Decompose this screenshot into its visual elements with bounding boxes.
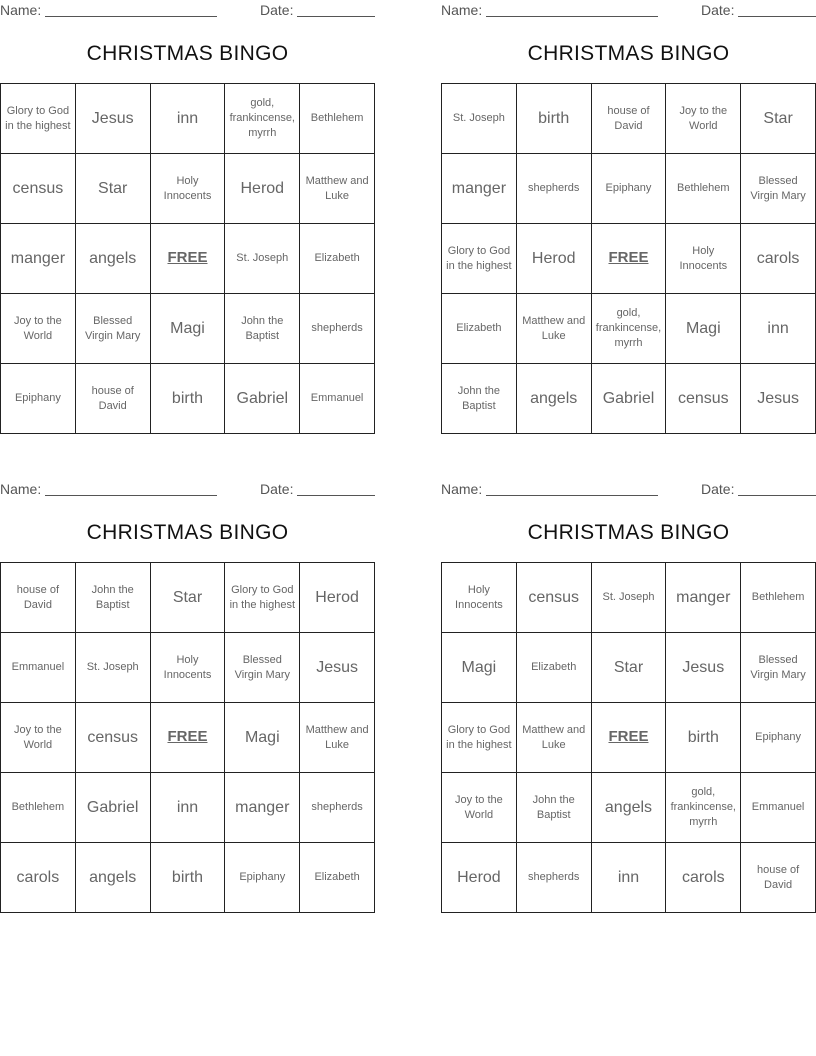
bingo-card-2	[441, 0, 816, 440]
bingo-cell: Emmanuel	[300, 364, 375, 434]
bingo-cell: Holy Innocents	[666, 224, 741, 294]
bingo-card-4	[441, 479, 816, 919]
date-label: Date:	[260, 2, 294, 18]
bingo-cell: shepherds	[300, 773, 375, 843]
bingo-cell: Jesus	[300, 633, 375, 703]
bingo-cell: St. Joseph	[592, 563, 667, 633]
bingo-cell: house of David	[76, 364, 151, 434]
bingo-cell: census	[76, 703, 151, 773]
bingo-cell: Holy Innocents	[151, 633, 226, 703]
bingo-cell: Joy to the World	[666, 84, 741, 154]
name-label: Name:	[441, 2, 483, 18]
bingo-cell: Joy to the World	[442, 773, 517, 843]
date-label: Date:	[701, 481, 735, 497]
bingo-cell: Bethlehem	[666, 154, 741, 224]
bingo-cell: birth	[151, 843, 226, 913]
bingo-grid	[0, 562, 375, 913]
bingo-cell: Jesus	[76, 84, 151, 154]
name-label: Name:	[0, 481, 42, 497]
name-blank-line	[486, 495, 658, 496]
bingo-cell: Epiphany	[225, 843, 300, 913]
bingo-cell: Gabriel	[592, 364, 667, 434]
bingo-cell: Magi	[442, 633, 517, 703]
bingo-cell: Star	[76, 154, 151, 224]
bingo-cell: carols	[1, 843, 76, 913]
bingo-cell: birth	[151, 364, 226, 434]
bingo-cell: Matthew and Luke	[517, 703, 592, 773]
date-blank-line	[297, 16, 375, 17]
free-space-cell: FREE	[592, 224, 667, 294]
bingo-cell: Joy to the World	[1, 703, 76, 773]
date-label: Date:	[260, 481, 294, 497]
bingo-cell: inn	[741, 294, 816, 364]
bingo-cell: house of David	[741, 843, 816, 913]
bingo-cell: St. Joseph	[76, 633, 151, 703]
bingo-cell: Glory to God in the highest	[442, 703, 517, 773]
date-label: Date:	[701, 2, 735, 18]
bingo-cell: Bethlehem	[741, 563, 816, 633]
card-header	[0, 0, 376, 22]
bingo-cell: inn	[151, 773, 226, 843]
bingo-cell: John the Baptist	[517, 773, 592, 843]
bingo-cell: shepherds	[517, 154, 592, 224]
bingo-grid	[441, 562, 816, 913]
name-label: Name:	[0, 2, 42, 18]
bingo-cell: John the Baptist	[76, 563, 151, 633]
bingo-cell: Elizabeth	[300, 843, 375, 913]
bingo-cell: Star	[741, 84, 816, 154]
date-blank-line	[297, 495, 375, 496]
bingo-cell: Matthew and Luke	[517, 294, 592, 364]
bingo-cell: Matthew and Luke	[300, 154, 375, 224]
bingo-cell: shepherds	[517, 843, 592, 913]
bingo-cell: census	[666, 364, 741, 434]
bingo-cell: gold, frankincense, myrrh	[666, 773, 741, 843]
bingo-cell: Jesus	[741, 364, 816, 434]
bingo-cell: angels	[592, 773, 667, 843]
bingo-cell: Holy Innocents	[151, 154, 226, 224]
bingo-cell: Elizabeth	[442, 294, 517, 364]
bingo-cell: Blessed Virgin Mary	[225, 633, 300, 703]
bingo-cell: inn	[592, 843, 667, 913]
bingo-cell: Glory to God in the highest	[442, 224, 517, 294]
bingo-cell: Star	[151, 563, 226, 633]
bingo-card-3	[0, 479, 376, 919]
bingo-cell: angels	[76, 224, 151, 294]
card-title: CHRISTMAS BINGO	[86, 42, 289, 65]
bingo-grid	[441, 83, 816, 434]
bingo-cell: John the Baptist	[225, 294, 300, 364]
bingo-cell: Glory to God in the highest	[1, 84, 76, 154]
date-blank-line	[738, 495, 816, 496]
free-space-cell: FREE	[151, 703, 226, 773]
bingo-cell: Herod	[300, 563, 375, 633]
bingo-cell: manger	[1, 224, 76, 294]
bingo-card-1	[0, 0, 376, 440]
free-space-cell: FREE	[592, 703, 667, 773]
bingo-cell: manger	[225, 773, 300, 843]
bingo-cell: birth	[666, 703, 741, 773]
bingo-cell: Herod	[442, 843, 517, 913]
card-title: CHRISTMAS BINGO	[527, 42, 730, 65]
card-title: CHRISTMAS BINGO	[527, 521, 730, 544]
bingo-cell: angels	[517, 364, 592, 434]
card-header	[441, 0, 816, 22]
bingo-cell: Bethlehem	[1, 773, 76, 843]
bingo-cell: birth	[517, 84, 592, 154]
bingo-cell: Blessed Virgin Mary	[741, 154, 816, 224]
card-title: CHRISTMAS BINGO	[86, 521, 289, 544]
bingo-cell: Gabriel	[76, 773, 151, 843]
bingo-cell: Magi	[225, 703, 300, 773]
bingo-cell: house of David	[592, 84, 667, 154]
bingo-cell: census	[1, 154, 76, 224]
bingo-cell: census	[517, 563, 592, 633]
date-blank-line	[738, 16, 816, 17]
bingo-cell: Star	[592, 633, 667, 703]
bingo-cell: John the Baptist	[442, 364, 517, 434]
bingo-cell: Herod	[225, 154, 300, 224]
bingo-cell: Bethlehem	[300, 84, 375, 154]
bingo-cell: Emmanuel	[1, 633, 76, 703]
bingo-cell: Epiphany	[741, 703, 816, 773]
bingo-cell: Blessed Virgin Mary	[76, 294, 151, 364]
bingo-cell: carols	[741, 224, 816, 294]
bingo-cell: Glory to God in the highest	[225, 563, 300, 633]
bingo-cell: Elizabeth	[300, 224, 375, 294]
card-header	[0, 479, 376, 501]
bingo-cell: shepherds	[300, 294, 375, 364]
bingo-grid	[0, 83, 375, 434]
bingo-cell: house of David	[1, 563, 76, 633]
bingo-cell: gold, frankincense, myrrh	[225, 84, 300, 154]
bingo-cell: manger	[666, 563, 741, 633]
bingo-cell: Holy Innocents	[442, 563, 517, 633]
bingo-cell: Emmanuel	[741, 773, 816, 843]
bingo-cell: Elizabeth	[517, 633, 592, 703]
name-blank-line	[486, 16, 658, 17]
bingo-cell: Matthew and Luke	[300, 703, 375, 773]
bingo-cell: Magi	[666, 294, 741, 364]
name-blank-line	[45, 16, 217, 17]
name-label: Name:	[441, 481, 483, 497]
bingo-cell: Blessed Virgin Mary	[741, 633, 816, 703]
bingo-cell: Epiphany	[592, 154, 667, 224]
bingo-cell: angels	[76, 843, 151, 913]
bingo-cell: manger	[442, 154, 517, 224]
name-blank-line	[45, 495, 217, 496]
bingo-cell: carols	[666, 843, 741, 913]
bingo-cell: Joy to the World	[1, 294, 76, 364]
card-header	[441, 479, 816, 501]
bingo-cell: Gabriel	[225, 364, 300, 434]
bingo-cell: Herod	[517, 224, 592, 294]
bingo-cell: St. Joseph	[225, 224, 300, 294]
bingo-cell: Jesus	[666, 633, 741, 703]
bingo-cell: St. Joseph	[442, 84, 517, 154]
free-space-cell: FREE	[151, 224, 226, 294]
bingo-cell: inn	[151, 84, 226, 154]
bingo-cell: Magi	[151, 294, 226, 364]
bingo-cell: Epiphany	[1, 364, 76, 434]
bingo-cell: gold, frankincense, myrrh	[592, 294, 667, 364]
